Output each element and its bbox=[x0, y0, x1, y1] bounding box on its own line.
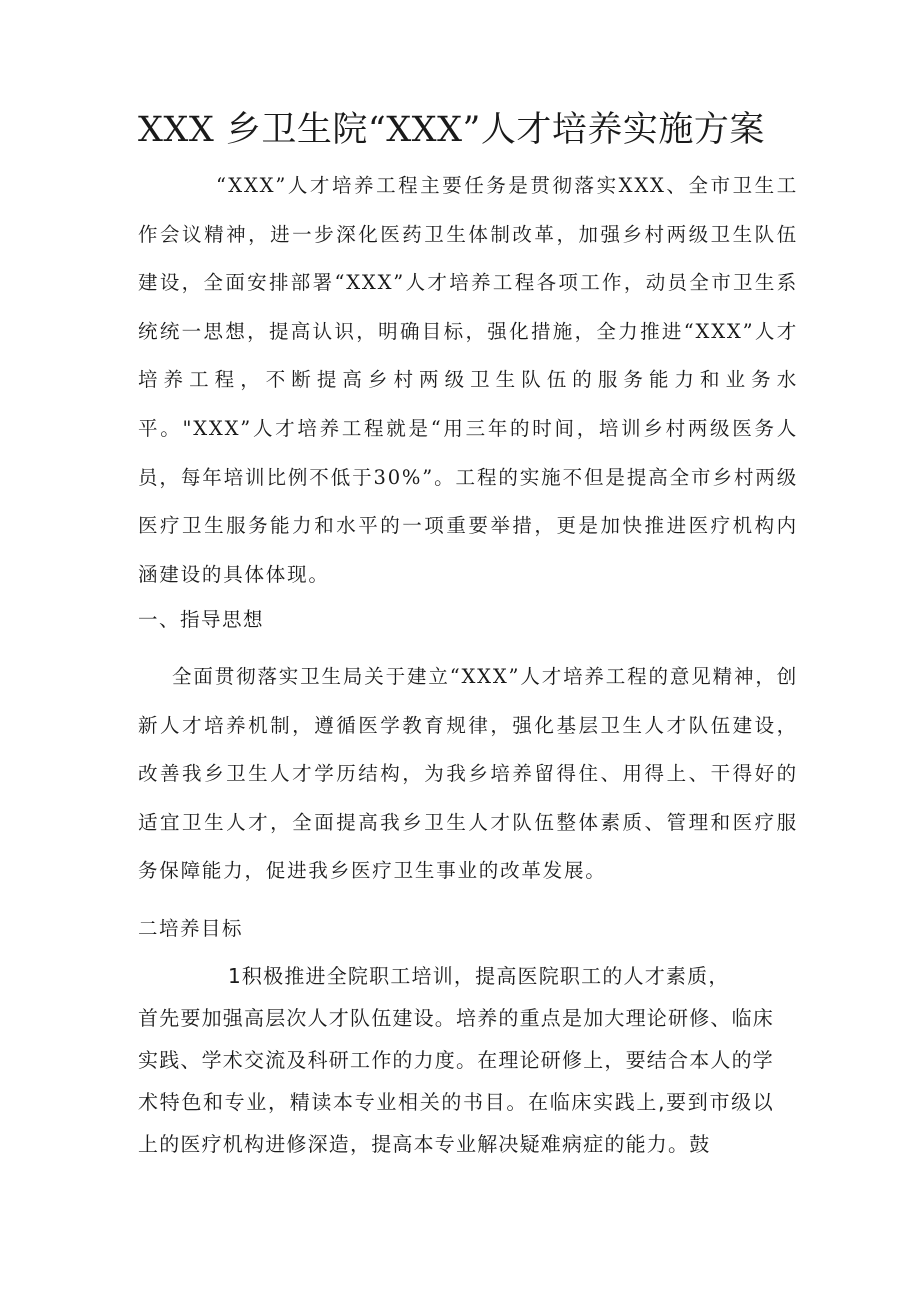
document-title: XXX 乡卫生院“XXX”人才培养实施方案 bbox=[138, 110, 765, 150]
training-goals-paragraph bbox=[138, 955, 774, 1165]
intro-paragraph: “XXX”人才培养工程主要任务是贯彻落实XXX、全市卫生工作会议精神，进一步深化医药卫生体制改革，加强乡村两级卫生队伍建设，全面安排部署“XXX”人才培养工程各项工作，动员全市卫生系统统一思想，提高认识，明确目标，强化措施，全力推进“XXX”人才培养工程，不断提高乡村两级卫生队伍的服务能力和业务水平。"XXX”人才培养工程就是“用三年的时间，培训乡村两级医务人员，每年培训比例不低于30%”。工程的实施不但是提高全市乡村两级医疗卫生服务能力和水平的一项重要举措，更是加快推进医疗机构内涵建设的具体体现。 bbox=[138, 174, 798, 586]
section-heading-guiding-thought: 一、指导思想 bbox=[138, 608, 265, 631]
section-heading-training-goals: 二培养目标 bbox=[138, 917, 244, 940]
guiding-thought-paragraph: 全面贯彻落实卫生局关于建立“XXX”人才培养工程的意见精神，创新人才培养机制，遵循医学教育规律，强化基层卫生人才队伍建设，改善我乡卫生人才学历结构，为我乡培养留得住、用得上、干得好的适宜卫生人才，全面提高我乡卫生人才队伍整体素质、管理和医疗服务保障能力，促进我乡医疗卫生事业的改革发展。 bbox=[138, 665, 798, 883]
training-goals-first-line: 1积极推进全院职工培训，提高医院职工的人才素质， bbox=[228, 964, 730, 988]
training-goals-body: 首先要加强高层次人才队伍建设。培养的重点是加大理论研修、临床实践、学术交流及科研工作的力度。在理论研修上，要结合本人的学术特色和专业，精读本专业相关的书目。在临床实践上,要到市级以上的医疗机构进修深造，提高本专业解决疑难病症的能力。鼓 bbox=[138, 1006, 774, 1156]
